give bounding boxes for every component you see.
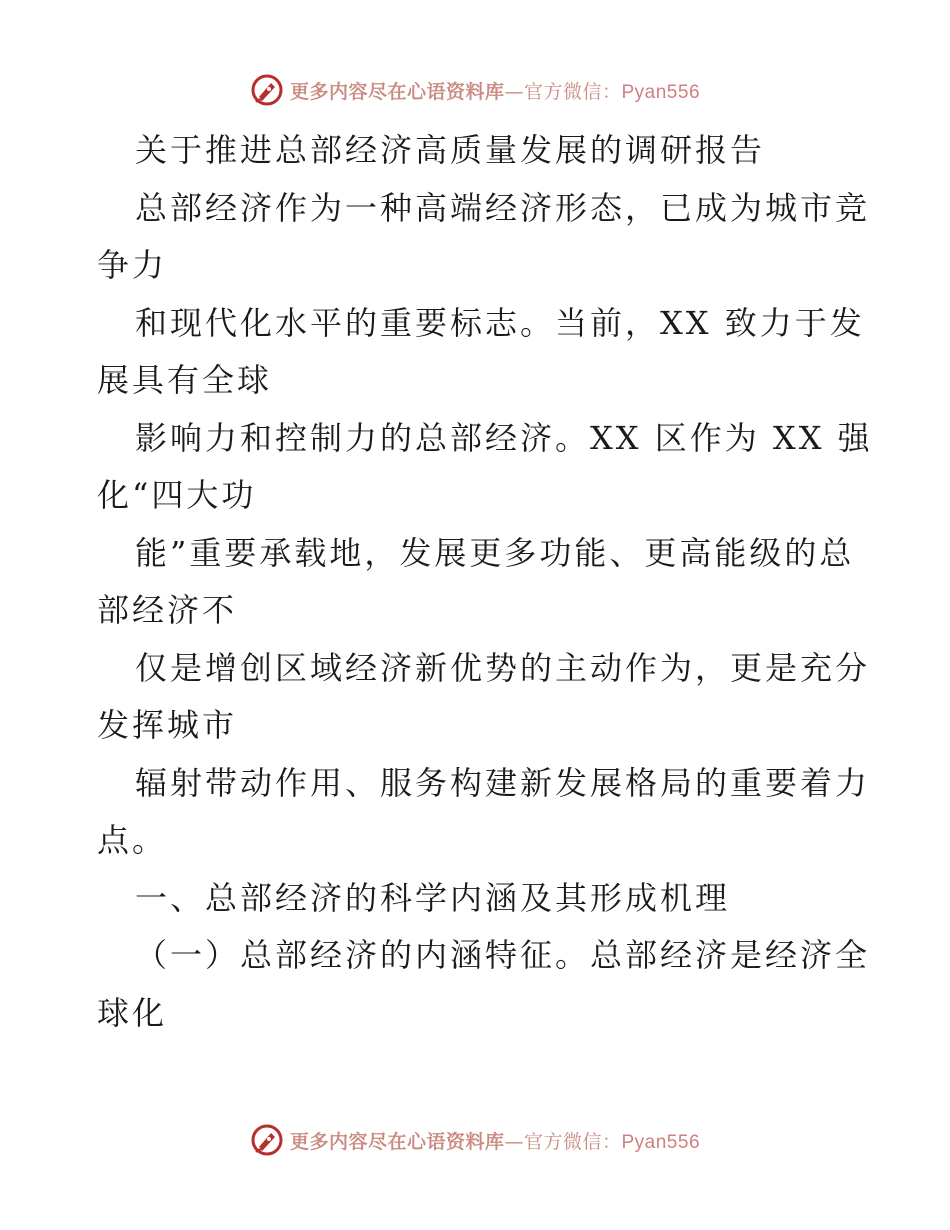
watermark-wechat-id: Pyan556 [621,1131,701,1153]
document-line: 发挥城市 [97,706,238,744]
document-line: 球化 [97,993,168,1032]
watermark-dash: — [504,80,524,103]
document-line: 和现代化水平的重要标志。当前，XX 致力于发 [135,303,865,342]
document-line: 影响力和控制力的总部经济。XX 区作为 XX 强 [135,418,873,457]
watermark-brand: 更多内容尽在心语资料库 [289,80,505,103]
watermark-brand: 更多内容尽在心语资料库 [289,1130,505,1153]
watermark-dash: — [504,1130,524,1153]
watermark-wechat-label: 官方微信： [523,1130,622,1153]
footer-watermark [0,1120,950,1160]
pen-nib-logo-icon [250,73,284,107]
document-line: 总部经济作为一种高端经济形态，已成为城市竞 [135,188,871,227]
document-line: 辐射带动作用、服务构建新发展格局的重要着力 [135,763,871,802]
document-line: 部经济不 [97,591,238,629]
document-line: 争力 [97,246,168,284]
watermark-text [290,1127,700,1154]
header-watermark [0,70,950,110]
watermark-wechat-id: Pyan556 [621,81,701,103]
pen-nib-logo-icon [250,1123,284,1157]
watermark-text [290,77,700,104]
document-line: （一）总部经济的内涵特征。总部经济是经济全 [135,936,871,974]
document-line: 关于推进总部经济高质量发展的调研报告 [135,131,766,169]
document-line: 展具有全球 [97,361,273,399]
document-line: 点。 [97,821,168,859]
watermark-wechat-label: 官方微信： [523,80,622,103]
document-line: 化“四大功 [97,476,257,514]
document-body [97,122,873,1042]
document-line: 一、总部经济的科学内涵及其形成机理 [135,878,731,917]
document-line: 能”重要承载地，发展更多功能、更高能级的总 [135,533,855,572]
document-line: 仅是增创区域经济新优势的主动作为，更是充分 [135,648,871,687]
